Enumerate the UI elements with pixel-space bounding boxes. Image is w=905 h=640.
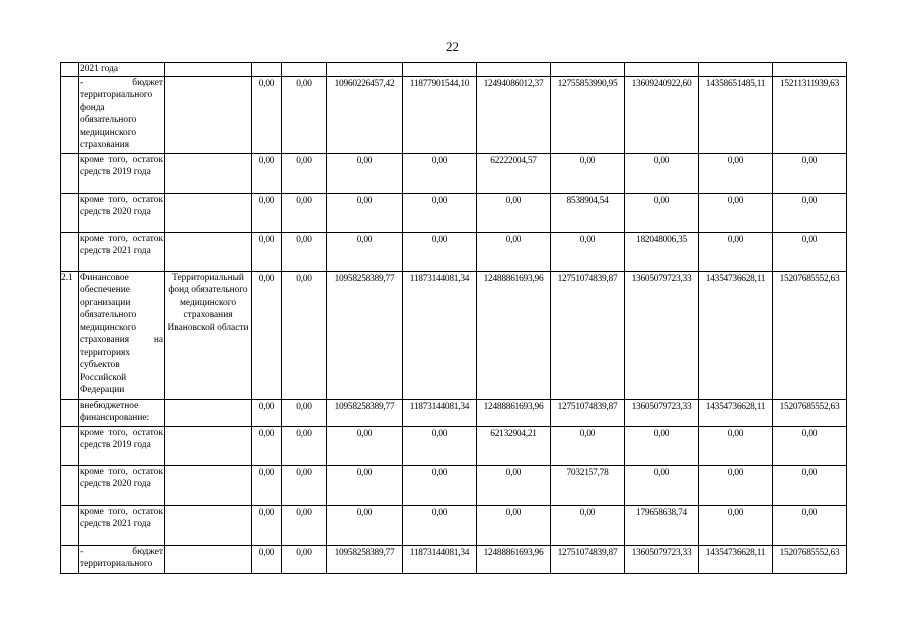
responsible-cell: [165, 63, 252, 77]
table-row: [61, 193, 847, 232]
value-cell: [699, 63, 773, 77]
value-cell: 0,00: [403, 426, 477, 465]
row-name-cell: 2021 года: [79, 63, 165, 77]
responsible-cell: [165, 232, 252, 271]
value-cell: 0,00: [477, 193, 551, 232]
value-cell: [282, 63, 327, 77]
value-cell: 0,00: [327, 193, 403, 232]
value-cell: 0,00: [327, 232, 403, 271]
value-cell: 12488861693,96: [477, 399, 551, 426]
value-cell: 62132904,21: [477, 426, 551, 465]
value-cell: 0,00: [477, 232, 551, 271]
value-cell: 12488861693,96: [477, 271, 551, 399]
value-cell: 12755853990,95: [551, 76, 625, 153]
responsible-cell: [165, 426, 252, 465]
responsible-cell: [165, 465, 252, 505]
row-index-cell: [61, 76, 79, 153]
value-cell: 0,00: [403, 153, 477, 193]
table-body: [61, 63, 847, 574]
value-cell: 8538904,54: [551, 193, 625, 232]
value-cell: 12494086012,37: [477, 76, 551, 153]
value-cell: 15207685552,63: [773, 399, 847, 426]
value-cell: 13605079723,33: [625, 271, 699, 399]
value-cell: 0,00: [252, 76, 282, 153]
value-cell: 0,00: [252, 426, 282, 465]
table-row: [61, 505, 847, 545]
value-cell: 0,00: [282, 545, 327, 573]
value-cell: 15207685552,63: [773, 271, 847, 399]
row-name-cell: - бюджет территориального: [79, 545, 165, 573]
value-cell: 0,00: [252, 465, 282, 505]
value-cell: 12751074839,87: [551, 545, 625, 573]
value-cell: 0,00: [625, 426, 699, 465]
responsible-cell: [165, 505, 252, 545]
value-cell: 0,00: [282, 232, 327, 271]
value-cell: 0,00: [625, 193, 699, 232]
value-cell: 0,00: [252, 193, 282, 232]
value-cell: 12751074839,87: [551, 271, 625, 399]
value-cell: 0,00: [699, 232, 773, 271]
table-row: [61, 545, 847, 573]
responsible-cell: [165, 399, 252, 426]
value-cell: 0,00: [551, 426, 625, 465]
value-cell: 0,00: [282, 505, 327, 545]
value-cell: 12751074839,87: [551, 399, 625, 426]
value-cell: 13609240922,60: [625, 76, 699, 153]
value-cell: 13605079723,33: [625, 399, 699, 426]
value-cell: 0,00: [282, 399, 327, 426]
row-name-cell: кроме того, остаток средств 2019 года: [79, 153, 165, 193]
value-cell: 0,00: [403, 193, 477, 232]
value-cell: 0,00: [551, 505, 625, 545]
value-cell: 14354736628,11: [699, 271, 773, 399]
table-row: [61, 399, 847, 426]
value-cell: 0,00: [282, 271, 327, 399]
row-index-cell: 2.1: [61, 271, 79, 399]
value-cell: [477, 63, 551, 77]
value-cell: [625, 63, 699, 77]
value-cell: 10958258389,77: [327, 545, 403, 573]
value-cell: 0,00: [282, 153, 327, 193]
table-row: [61, 465, 847, 505]
value-cell: 0,00: [252, 545, 282, 573]
value-cell: 14354736628,11: [699, 545, 773, 573]
value-cell: 0,00: [551, 232, 625, 271]
value-cell: 10960226457,42: [327, 76, 403, 153]
table-row: [61, 426, 847, 465]
row-name-cell: внебюджетное финансирование:: [79, 399, 165, 426]
value-cell: 0,00: [252, 153, 282, 193]
responsible-cell: [165, 153, 252, 193]
row-index-cell: [61, 545, 79, 573]
value-cell: 14354736628,11: [699, 399, 773, 426]
row-index-cell: [61, 63, 79, 77]
value-cell: [403, 63, 477, 77]
value-cell: [551, 63, 625, 77]
row-name-cell: кроме того, остаток средств 2021 года: [79, 232, 165, 271]
value-cell: [327, 63, 403, 77]
value-cell: 0,00: [477, 505, 551, 545]
table-row: [61, 232, 847, 271]
value-cell: 0,00: [699, 426, 773, 465]
table-row: [61, 153, 847, 193]
value-cell: 0,00: [699, 505, 773, 545]
table-row: [61, 63, 847, 77]
value-cell: [252, 63, 282, 77]
value-cell: 0,00: [773, 465, 847, 505]
page-number: 22: [446, 39, 459, 54]
table-row: [61, 271, 847, 399]
value-cell: 15207685552,63: [773, 545, 847, 573]
value-cell: 11873144081,34: [403, 399, 477, 426]
responsible-cell: [165, 193, 252, 232]
value-cell: 0,00: [773, 193, 847, 232]
value-cell: 0,00: [403, 232, 477, 271]
row-name-cell: кроме того, остаток средств 2021 года: [79, 505, 165, 545]
value-cell: 0,00: [773, 426, 847, 465]
value-cell: 11873144081,34: [403, 545, 477, 573]
value-cell: 0,00: [699, 153, 773, 193]
value-cell: 0,00: [282, 465, 327, 505]
value-cell: 0,00: [551, 153, 625, 193]
row-name-cell: кроме того, остаток средств 2019 года: [79, 426, 165, 465]
value-cell: 0,00: [625, 465, 699, 505]
responsible-cell: [165, 76, 252, 153]
value-cell: 15211311939,63: [773, 76, 847, 153]
responsible-cell: Территориальный фонд обязательного медицинского страхования Ивановской области: [165, 271, 252, 399]
value-cell: 0,00: [403, 465, 477, 505]
value-cell: 0,00: [625, 153, 699, 193]
row-index-cell: [61, 426, 79, 465]
row-name-cell: Финансовое обеспечение организации обязательного медицинского страхования на территориях субъектов Российской Федерации: [79, 271, 165, 399]
value-cell: 0,00: [773, 505, 847, 545]
value-cell: 0,00: [327, 505, 403, 545]
value-cell: 14358651485,11: [699, 76, 773, 153]
budget-table: [60, 62, 847, 574]
value-cell: 0,00: [327, 153, 403, 193]
value-cell: 0,00: [477, 465, 551, 505]
row-name-cell: кроме того, остаток средств 2020 года: [79, 465, 165, 505]
value-cell: 0,00: [282, 426, 327, 465]
responsible-cell: [165, 545, 252, 573]
value-cell: 179658638,74: [625, 505, 699, 545]
row-index-cell: [61, 465, 79, 505]
value-cell: 62222004,57: [477, 153, 551, 193]
value-cell: 11873144081,34: [403, 271, 477, 399]
value-cell: 11877901544,10: [403, 76, 477, 153]
row-index-cell: [61, 153, 79, 193]
value-cell: 0,00: [252, 271, 282, 399]
value-cell: 12488861693,96: [477, 545, 551, 573]
row-name-cell: - бюджет территориального фонда обязательного медицинского страхования: [79, 76, 165, 153]
value-cell: 0,00: [773, 232, 847, 271]
value-cell: [773, 63, 847, 77]
value-cell: 182048006,35: [625, 232, 699, 271]
row-index-cell: [61, 193, 79, 232]
value-cell: 0,00: [252, 232, 282, 271]
value-cell: 0,00: [282, 76, 327, 153]
value-cell: 13605079723,33: [625, 545, 699, 573]
row-index-cell: [61, 505, 79, 545]
value-cell: 0,00: [282, 193, 327, 232]
value-cell: 0,00: [327, 465, 403, 505]
table-row: [61, 76, 847, 153]
row-index-cell: [61, 399, 79, 426]
value-cell: 0,00: [699, 193, 773, 232]
row-index-cell: [61, 232, 79, 271]
value-cell: 7032157,78: [551, 465, 625, 505]
value-cell: 10958258389,77: [327, 399, 403, 426]
value-cell: 0,00: [252, 505, 282, 545]
value-cell: 0,00: [773, 153, 847, 193]
value-cell: 0,00: [327, 426, 403, 465]
value-cell: 0,00: [699, 465, 773, 505]
row-name-cell: кроме того, остаток средств 2020 года: [79, 193, 165, 232]
value-cell: 10958258389,77: [327, 271, 403, 399]
value-cell: 0,00: [252, 399, 282, 426]
value-cell: 0,00: [403, 505, 477, 545]
